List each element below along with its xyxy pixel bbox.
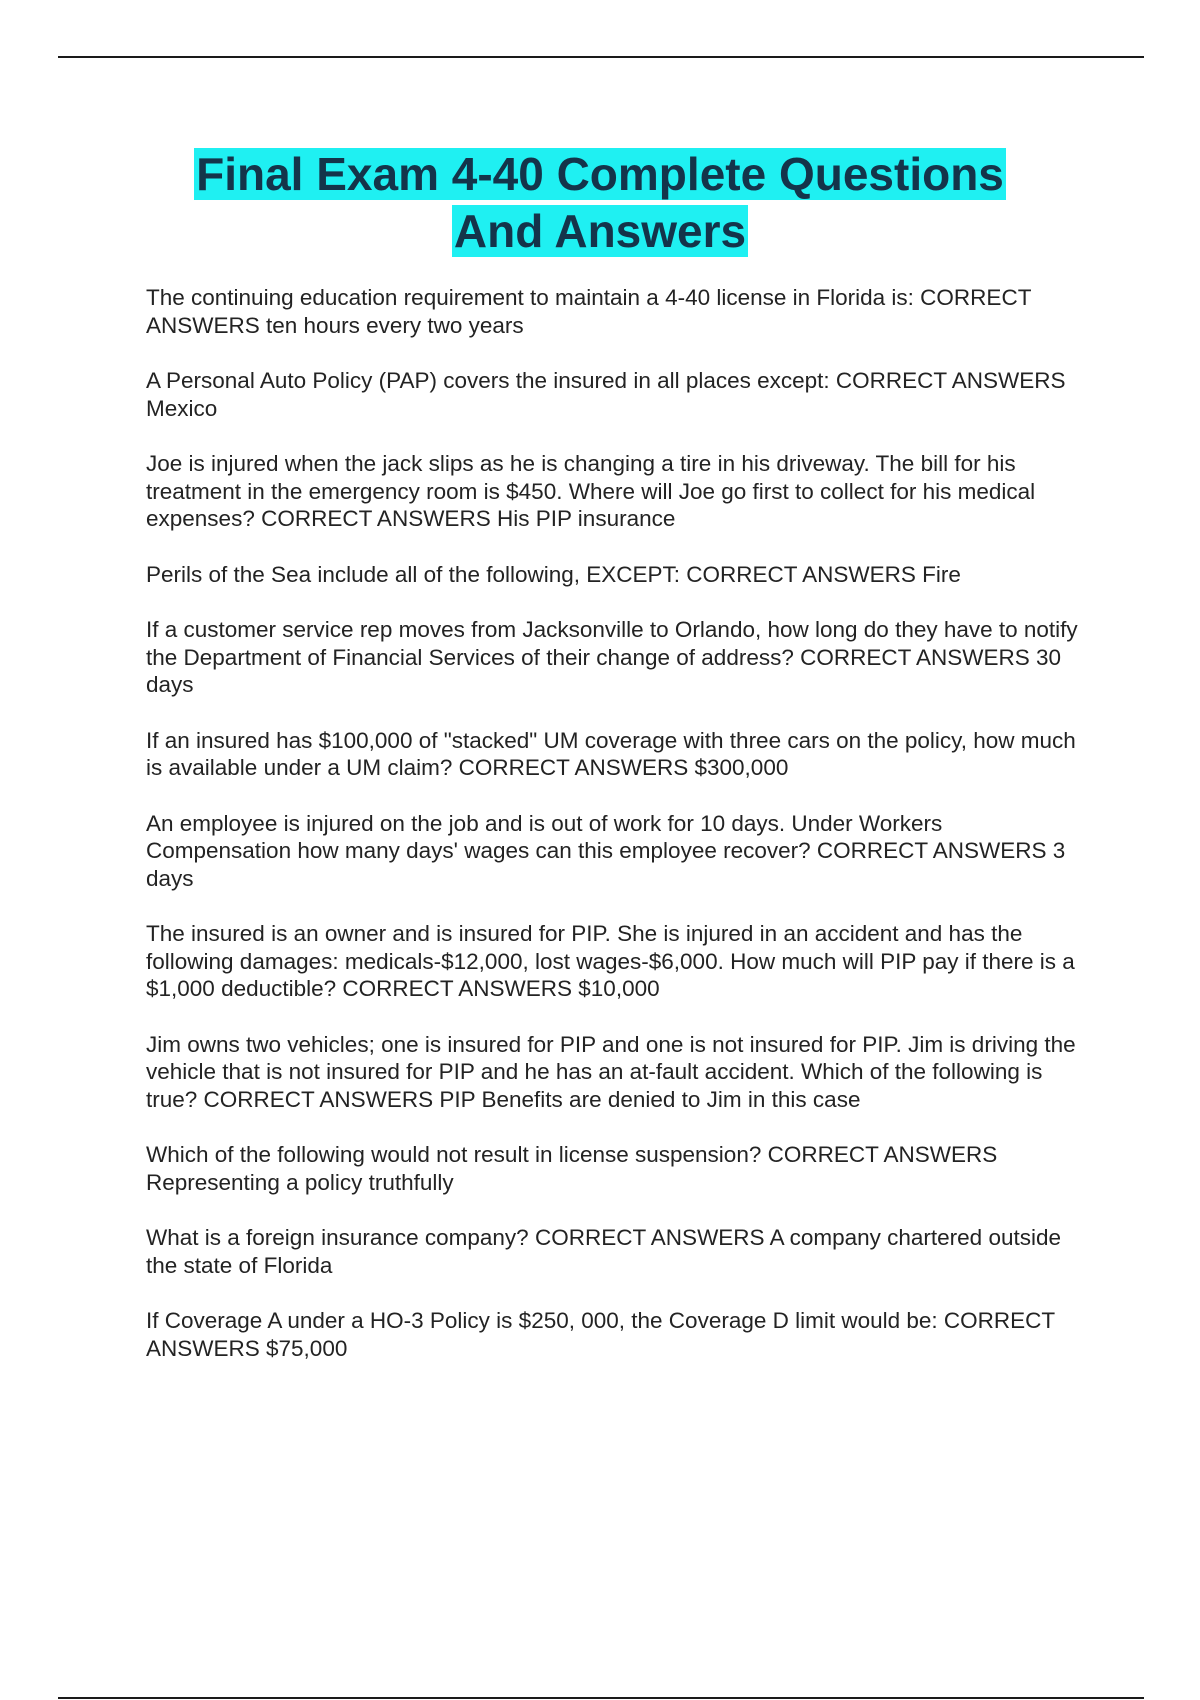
qa-item-8: The insured is an owner and is insured for PIP. She is injured in an accident and has the following damages: medicals-$12,000, lost wages-$6,000. How much will PIP pay if there is a $1,000 deductible? CORRECT ANSWERS $10,000: [146, 921, 1075, 1001]
qa-item-3: Joe is injured when the jack slips as he is changing a tire in his driveway. The bill for his treatment in the emergency room is $450. Where will Joe go first to collect for his medical expenses? CORRECT ANSWERS His PIP insurance: [146, 451, 1036, 531]
qa-item-10: Which of the following would not result in license suspension? CORRECT ANSWERS Representing a policy truthfully: [146, 1142, 998, 1195]
qa-item-9: Jim owns two vehicles; one is insured for PIP and one is not insured for PIP. Jim is driving the vehicle that is not insured for PIP and he has an at-fault accident. Which of the following is true? CORRECT ANSWERS PIP Benefits are denied to Jim in this case: [146, 1031, 1076, 1112]
qa-item-6: If an insured has $100,000 of "stacked" UM coverage with three cars on the policy, how much is available under a UM claim? CORRECT ANSWERS $300,000: [146, 727, 1076, 780]
title-container: [0, 146, 1200, 260]
question-answer-list: [146, 284, 1092, 1390]
footer-rule: [58, 1697, 1144, 1699]
header-rule: [58, 56, 1144, 58]
page-title: Final Exam 4-40 Complete Questions And Answers: [196, 148, 1004, 257]
qa-item-5: If a customer service rep moves from Jacksonville to Orlando, how long do they have to notify the Department of Financial Services of their change of address? CORRECT ANSWERS 30 days: [146, 617, 1078, 697]
qa-item-11: What is a foreign insurance company? CORRECT ANSWERS A company chartered outside the state of Florida: [146, 1225, 1061, 1278]
qa-item-2: A Personal Auto Policy (PAP) covers the insured in all places except: CORRECT ANSWERS Mexico: [146, 368, 1066, 421]
qa-item-7: An employee is injured on the job and is out of work for 10 days. Under Workers Compensation how many days' wages can this employee recover? CORRECT ANSWERS 3 days: [146, 810, 1066, 891]
qa-item-4: Perils of the Sea include all of the following, EXCEPT: CORRECT ANSWERS Fire: [146, 561, 961, 587]
qa-item-1: The continuing education requirement to maintain a 4-40 license in Florida is: CORRECT ANSWERS ten hours every two years: [146, 285, 1032, 338]
qa-item-12: If Coverage A under a HO-3 Policy is $250, 000, the Coverage D limit would be: CORRECT ANSWERS $75,000: [146, 1308, 1055, 1361]
